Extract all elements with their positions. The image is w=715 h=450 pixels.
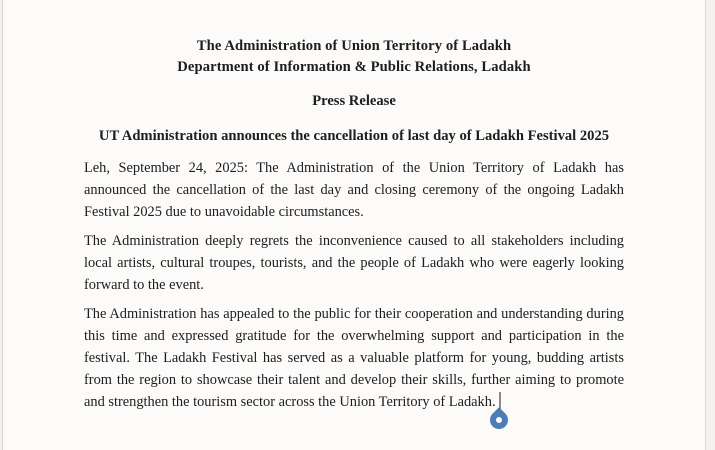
paragraph-2[interactable]: The Administration deeply regrets the inconvenience caused to all stakeholders including local artists, cultural troupes, tourists, and the people of Ladakh who were eagerly looking forward to the event. <box>84 233 624 293</box>
text-caret <box>499 392 501 409</box>
headline[interactable]: UT Administration announces the cancellation of last day of Ladakh Festival 2025 <box>98 128 610 144</box>
press-release-label[interactable]: Press Release <box>312 93 396 109</box>
document-page <box>2 0 706 450</box>
paragraph-3-text: The Administration has appealed to the public for their cooperation and understanding during this time and expressed gratitude for the overwhelming support and participation in the festival. The Ladakh Festival has served as a valuable platform for young, budding artists from the region to showcase their talent and develop their skills, further aiming to promote and strengthen the tourism sector across the Union Territory of Ladakh. <box>84 306 624 410</box>
paragraph-3[interactable] <box>84 303 624 413</box>
paragraph-1[interactable]: Leh, September 24, 2025: The Administration of the Union Territory of Ladakh has announced the cancellation of the last day and closing ceremony of the ongoing Ladakh Festival 2025 due to unavoidable circumstances. <box>84 160 624 220</box>
org-title-line-1[interactable]: The Administration of Union Territory of Ladakh <box>196 38 512 54</box>
org-title-line-2[interactable]: Department of Information & Public Relations, Ladakh <box>177 59 531 75</box>
text-selection-handle-icon[interactable] <box>486 407 511 432</box>
